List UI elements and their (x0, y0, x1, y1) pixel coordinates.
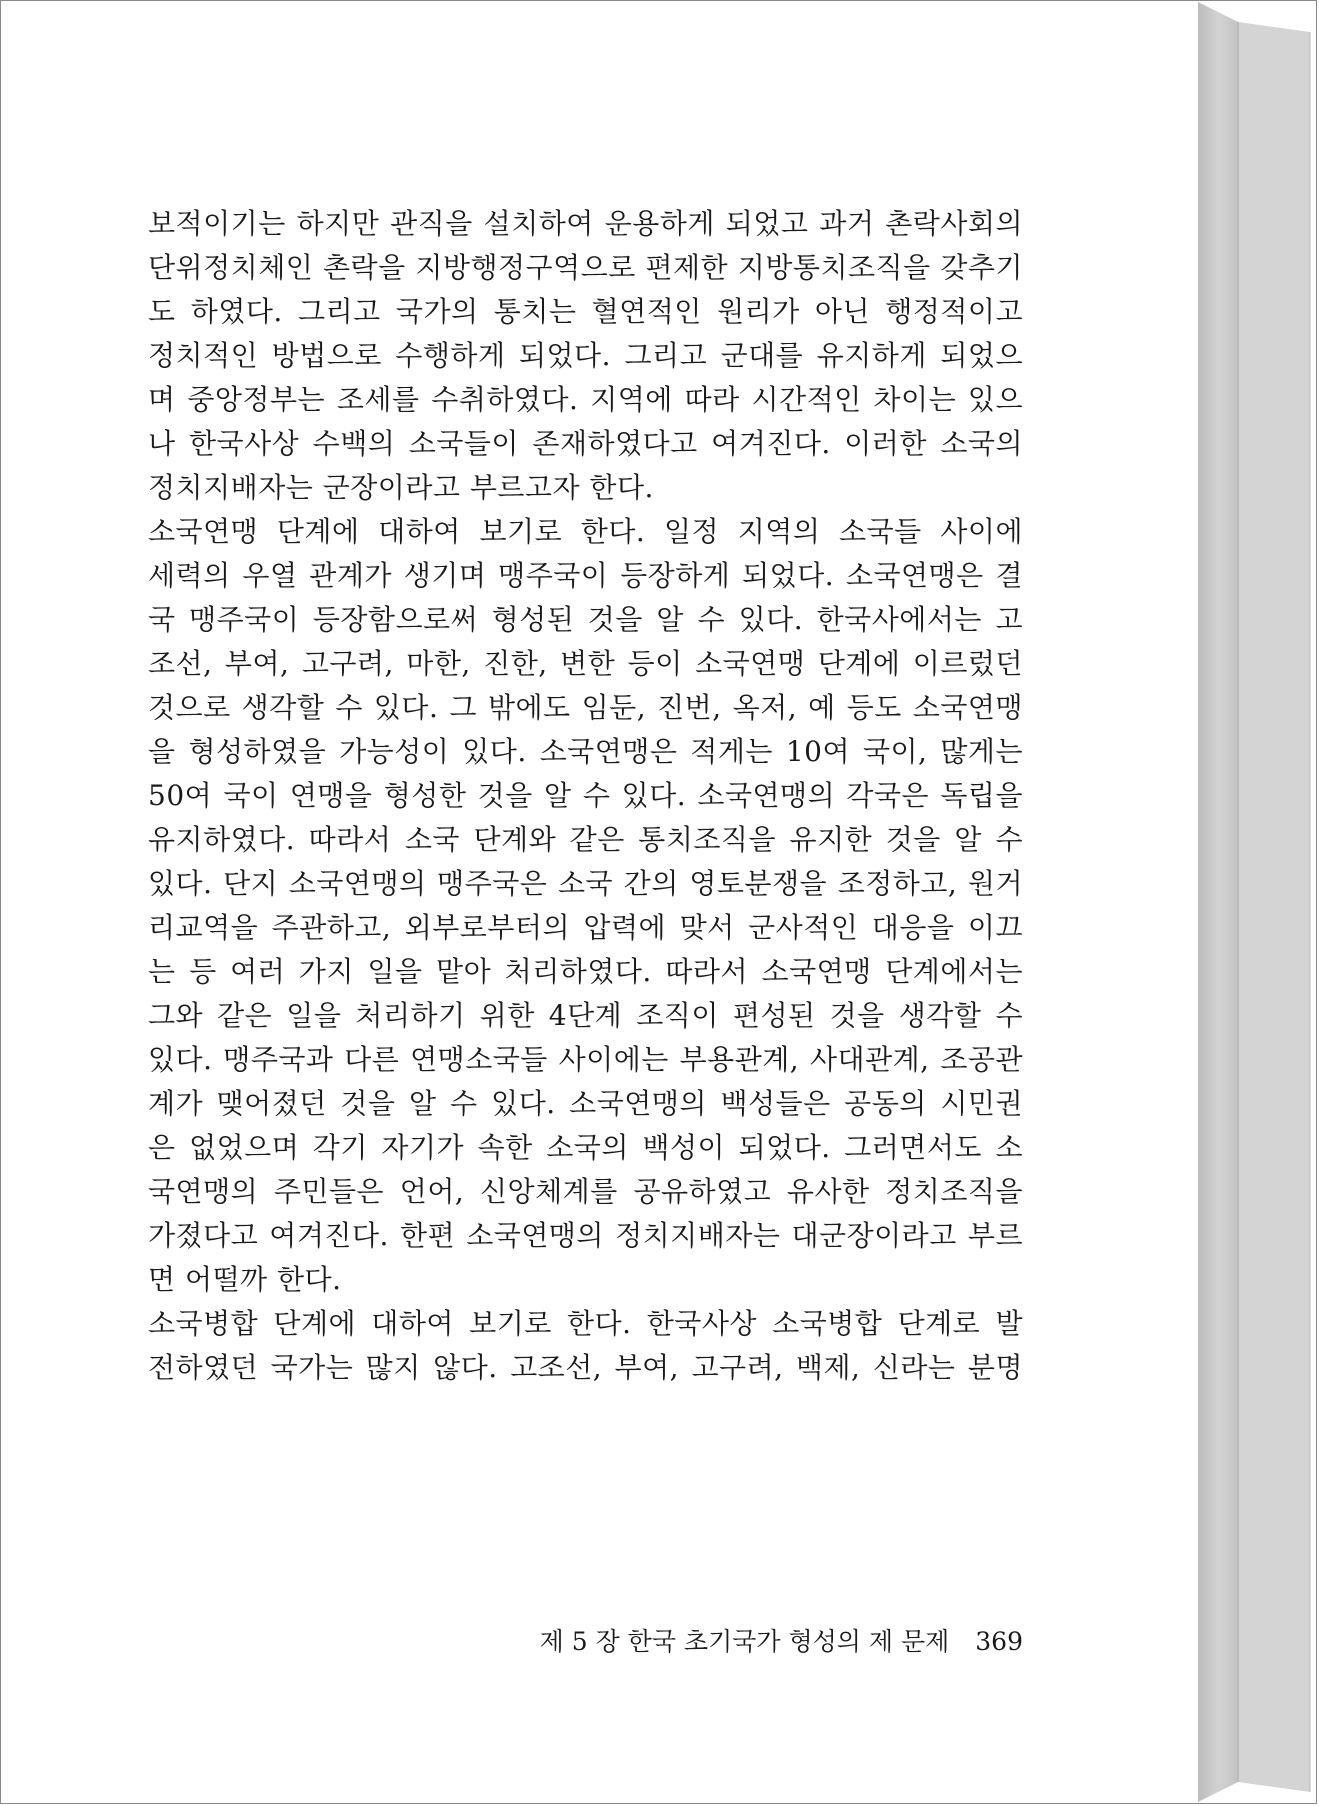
text-line: 국연맹의 주민들은 언어, 신앙체계를 공유하였고 유사한 정치조직을 (148, 1175, 1023, 1208)
text-line: 보적이기는 하지만 관직을 설치하여 운용하게 되었고 과거 촌락사회의 (148, 207, 1023, 240)
text-line: 나 한국사상 수백의 소국들이 존재하였다고 여겨진다. 이러한 소국의 (148, 427, 1023, 460)
text-line: 도 하였다. 그리고 국가의 통치는 혈연적인 원리가 아닌 행정적이고 (148, 295, 1023, 328)
text-line: 는 등 여러 가지 일을 맡아 처리하였다. 따라서 소국연맹 단계에서는 (148, 955, 1023, 988)
text-line: 소국연맹 단계에 대하여 보기로 한다. 일정 지역의 소국들 사이에 (148, 515, 1023, 548)
chapter-title: 제 5 장 한국 초기국가 형성의 제 문제 (539, 1627, 950, 1656)
text-line: 있다. 단지 소국연맹의 맹주국은 소국 간의 영토분쟁을 조정하고, 원거 (148, 867, 1023, 900)
text-line: 있다. 맹주국과 다른 연맹소국들 사이에는 부용관계, 사대관계, 조공관 (148, 1043, 1023, 1076)
page-number: 369 (975, 1627, 1023, 1656)
text-line: 계가 맺어졌던 것을 알 수 있다. 소국연맹의 백성들은 공동의 시민권 (148, 1087, 1023, 1120)
text-line: 전하였던 국가는 많지 않다. 고조선, 부여, 고구려, 백제, 신라는 분명 (148, 1351, 1023, 1384)
text-line: 국 맹주국이 등장함으로써 형성된 것을 알 수 있다. 한국사에서는 고 (148, 603, 1023, 636)
running-footer (148, 1622, 1023, 1658)
text-line: 조선, 부여, 고구려, 마한, 진한, 변한 등이 소국연맹 단계에 이르렀던 (148, 647, 1023, 680)
text-line: 정치지배자는 군장이라고 부르고자 한다. (148, 471, 654, 504)
text-line: 그와 같은 일을 처리하기 위한 4단계 조직이 편성된 것을 생각할 수 (148, 999, 1023, 1032)
text-line: 세력의 우열 관계가 생기며 맹주국이 등장하게 되었다. 소국연맹은 결 (148, 559, 1023, 592)
text-line: 은 없었으며 각기 자기가 속한 소국의 백성이 되었다. 그러면서도 소 (148, 1131, 1023, 1164)
text-line: 것으로 생각할 수 있다. 그 밖에도 임둔, 진번, 옥저, 예 등도 소국연맹 (148, 691, 1023, 724)
text-line: 가졌다고 여겨진다. 한편 소국연맹의 정치지배자는 대군장이라고 부르 (148, 1219, 1023, 1252)
text-line: 50여 국이 연맹을 형성한 것을 알 수 있다. 소국연맹의 각국은 독립을 (148, 779, 1023, 812)
text-line: 면 어떨까 한다. (148, 1263, 342, 1296)
page-edge-shadow (1198, 2, 1314, 1802)
text-line: 단위정치체인 촌락을 지방행정구역으로 편제한 지방통치조직을 갖추기 (148, 251, 1023, 284)
text-line: 리교역을 주관하고, 외부로부터의 압력에 맞서 군사적인 대응을 이끄 (148, 911, 1023, 944)
body-text (148, 202, 1023, 1390)
book-page (2, 2, 1198, 1802)
text-line: 을 형성하였을 가능성이 있다. 소국연맹은 적게는 10여 국이, 많게는 (148, 735, 1023, 768)
text-line: 며 중앙정부는 조세를 수취하였다. 지역에 따라 시간적인 차이는 있으 (148, 383, 1023, 416)
text-line: 유지하였다. 따라서 소국 단계와 같은 통치조직을 유지한 것을 알 수 (148, 823, 1023, 856)
text-line: 정치적인 방법으로 수행하게 되었다. 그리고 군대를 유지하게 되었으 (148, 339, 1023, 372)
text-line: 소국병합 단계에 대하여 보기로 한다. 한국사상 소국병합 단계로 발 (148, 1307, 1023, 1340)
